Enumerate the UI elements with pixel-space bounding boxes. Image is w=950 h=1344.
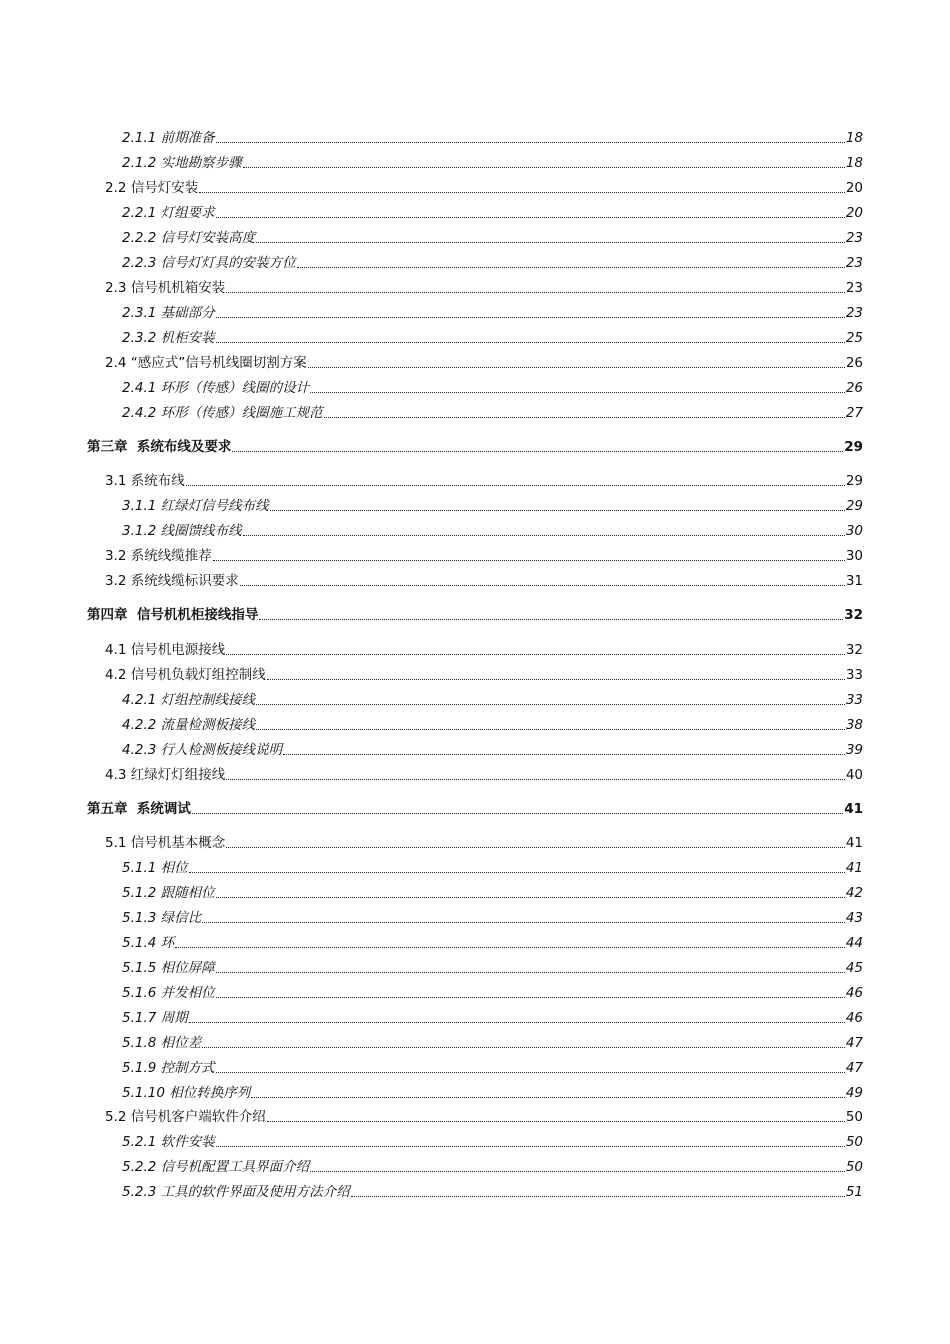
toc-page-number: 41 bbox=[845, 860, 863, 876]
toc-entry[interactable] bbox=[122, 1032, 863, 1052]
toc-entry-number: 3.2 bbox=[105, 548, 127, 564]
toc-page-number: 26 bbox=[845, 355, 863, 371]
toc-entry-text: 系统线缆推荐 bbox=[130, 548, 212, 564]
toc-page-number: 33 bbox=[845, 667, 863, 683]
toc-page-number: 47 bbox=[845, 1060, 863, 1076]
toc-entry-text: 系统调试 bbox=[136, 801, 191, 817]
toc-entry[interactable] bbox=[122, 520, 863, 540]
toc-entry-text: 信号机配置工具界面介绍 bbox=[160, 1159, 310, 1175]
toc-entry-title bbox=[122, 522, 242, 540]
toc-entry-number: 4.3 bbox=[105, 767, 127, 783]
dot-leader bbox=[199, 191, 845, 193]
toc-entry[interactable] bbox=[122, 1131, 863, 1151]
toc-entry-text: 信号灯安装高度 bbox=[160, 230, 256, 246]
toc-entry-title bbox=[105, 1108, 266, 1126]
toc-entry-number: 2.1.2 bbox=[122, 155, 157, 171]
toc-entry[interactable] bbox=[122, 1156, 863, 1176]
dot-leader bbox=[216, 1071, 845, 1073]
toc-entry-title bbox=[122, 1133, 215, 1151]
toc-entry-number: 2.3.2 bbox=[122, 330, 157, 346]
toc-entry-text: 并发相位 bbox=[160, 985, 215, 1001]
toc-page-number: 32 bbox=[845, 642, 863, 658]
dot-leader bbox=[186, 484, 845, 486]
toc-entry-text: 信号灯灯具的安装方位 bbox=[160, 255, 296, 271]
dot-leader bbox=[232, 450, 843, 452]
toc-entry-text: 流量检测板接线 bbox=[160, 717, 256, 733]
toc-page-number: 27 bbox=[845, 405, 863, 421]
toc-entry[interactable] bbox=[105, 470, 863, 490]
toc-entry[interactable] bbox=[105, 1106, 863, 1126]
toc-entry-text: 控制方式 bbox=[160, 1060, 215, 1076]
toc-entry[interactable] bbox=[105, 664, 863, 684]
toc-entry[interactable] bbox=[122, 982, 863, 1002]
toc-entry-number: 5.2.3 bbox=[122, 1184, 157, 1200]
toc-page-number: 50 bbox=[845, 1159, 863, 1175]
toc-entry-number: 5.1.5 bbox=[122, 960, 157, 976]
dot-leader bbox=[216, 316, 845, 318]
toc-entry[interactable] bbox=[105, 277, 863, 297]
toc-entry-title bbox=[122, 1009, 188, 1027]
dot-leader bbox=[226, 846, 845, 848]
toc-entry-text: 系统线缆标识要求 bbox=[130, 573, 239, 589]
toc-page-number: 41 bbox=[844, 801, 863, 817]
toc-entry-title bbox=[122, 379, 309, 397]
toc-entry-text: 环形（传感）线圈施工规范 bbox=[160, 405, 323, 421]
toc-entry-number: 3.2 bbox=[105, 573, 127, 589]
toc-entry-number: 5.1.7 bbox=[122, 1010, 157, 1026]
toc-entry-number: 5.1.10 bbox=[122, 1085, 165, 1101]
toc-page-number: 46 bbox=[845, 985, 863, 1001]
toc-entry-text: 灯组控制线接线 bbox=[160, 692, 256, 708]
toc-entry-text: 相位屏障 bbox=[160, 960, 215, 976]
toc-page-number: 30 bbox=[845, 523, 863, 539]
toc-entry-text: 信号机客户端软件介绍 bbox=[130, 1109, 266, 1125]
dot-leader bbox=[240, 584, 845, 586]
dot-leader bbox=[192, 812, 843, 814]
toc-entry-text: 绿信比 bbox=[160, 910, 202, 926]
toc-page-number: 45 bbox=[845, 960, 863, 976]
toc-entry[interactable] bbox=[122, 402, 863, 422]
toc-entry[interactable] bbox=[105, 177, 863, 197]
toc-entry-title bbox=[122, 154, 242, 172]
toc-page-number: 29 bbox=[845, 473, 863, 489]
toc-entry-number: 4.1 bbox=[105, 642, 127, 658]
toc-entry-text: 信号机机箱安装 bbox=[130, 280, 226, 296]
toc-entry-text: 工具的软件界面及使用方法介绍 bbox=[160, 1184, 350, 1200]
toc-entry-title bbox=[105, 179, 198, 197]
toc-entry-title bbox=[122, 254, 296, 272]
dot-leader bbox=[216, 1145, 845, 1147]
toc-page-number: 23 bbox=[845, 255, 863, 271]
toc-entry-number: 2.1.1 bbox=[122, 130, 157, 146]
toc-page-number: 18 bbox=[845, 155, 863, 171]
toc-page-number: 33 bbox=[845, 692, 863, 708]
toc-page-number: 42 bbox=[845, 885, 863, 901]
toc-entry[interactable] bbox=[105, 639, 863, 659]
toc-entry[interactable] bbox=[122, 227, 863, 247]
dot-leader bbox=[226, 291, 845, 293]
dot-leader bbox=[226, 778, 845, 780]
toc-entry-number: 2.3.1 bbox=[122, 305, 157, 321]
dot-leader bbox=[216, 141, 845, 143]
toc-entry-number: 3.1.1 bbox=[122, 498, 157, 514]
dot-leader bbox=[202, 921, 845, 923]
dot-leader bbox=[216, 971, 845, 973]
toc-entry[interactable] bbox=[122, 495, 863, 515]
dot-leader bbox=[297, 266, 845, 268]
toc-page-number: 20 bbox=[845, 205, 863, 221]
toc-entry-number: 5.1 bbox=[105, 835, 127, 851]
toc-entry-title bbox=[105, 354, 307, 372]
toc-page-number: 46 bbox=[845, 1010, 863, 1026]
toc-entry-title bbox=[105, 472, 185, 490]
toc-entry-title bbox=[122, 204, 215, 222]
toc-chapter-entry[interactable] bbox=[87, 798, 863, 818]
dot-leader bbox=[310, 391, 845, 393]
toc-page-number: 50 bbox=[845, 1134, 863, 1150]
toc-entry[interactable] bbox=[122, 127, 863, 147]
toc-entry-number: 5.1.3 bbox=[122, 910, 157, 926]
toc-page-number: 50 bbox=[845, 1109, 863, 1125]
dot-leader bbox=[226, 653, 845, 655]
toc-entry-number: 5.2.1 bbox=[122, 1134, 157, 1150]
toc-chapter-entry[interactable] bbox=[87, 604, 863, 624]
toc-page-number: 41 bbox=[845, 835, 863, 851]
toc-entry[interactable] bbox=[122, 202, 863, 222]
toc-entry[interactable] bbox=[105, 545, 863, 565]
toc-entry-title bbox=[122, 859, 188, 877]
dot-leader bbox=[243, 166, 845, 168]
toc-page-number: 39 bbox=[845, 742, 863, 758]
toc-entry-title bbox=[122, 229, 255, 247]
dot-leader bbox=[243, 534, 845, 536]
toc-entry[interactable] bbox=[105, 570, 863, 590]
toc-entry-text: 相位差 bbox=[160, 1035, 202, 1051]
toc-chapter-entry[interactable] bbox=[87, 436, 863, 456]
toc-entry-text: 信号机基本概念 bbox=[130, 835, 226, 851]
toc-entry[interactable] bbox=[122, 252, 863, 272]
toc-page-number: 23 bbox=[845, 230, 863, 246]
dot-leader bbox=[267, 678, 845, 680]
toc-entry-title bbox=[105, 766, 225, 784]
toc-entry-text: 机柜安装 bbox=[160, 330, 215, 346]
toc-page-number: 44 bbox=[845, 935, 863, 951]
toc-page-number: 40 bbox=[845, 767, 863, 783]
toc-entry-title bbox=[122, 129, 215, 147]
toc-entry-number: 3.1 bbox=[105, 473, 127, 489]
toc-page-number: 47 bbox=[845, 1035, 863, 1051]
toc-page-number: 25 bbox=[845, 330, 863, 346]
toc-entry-text: 信号灯安装 bbox=[130, 180, 199, 196]
toc-entry-number: 5.1.1 bbox=[122, 860, 157, 876]
toc-entry-number: 5.1.8 bbox=[122, 1035, 157, 1051]
toc-entry-title bbox=[105, 279, 225, 297]
toc-entry-text: 红绿灯信号线布线 bbox=[160, 498, 269, 514]
dot-leader bbox=[270, 509, 845, 511]
toc-entry-text: 实地勘察步骤 bbox=[160, 155, 242, 171]
toc-entry-number: 5.2.2 bbox=[122, 1159, 157, 1175]
toc-entry-text: 信号机机柜接线指导 bbox=[136, 607, 259, 623]
toc-entry-number: 4.2 bbox=[105, 667, 127, 683]
toc-entry[interactable] bbox=[122, 857, 863, 877]
dot-leader bbox=[324, 416, 845, 418]
dot-leader bbox=[267, 1120, 845, 1122]
toc-entry[interactable] bbox=[105, 764, 863, 784]
toc-entry-title bbox=[122, 497, 269, 515]
toc-entry-text: 周期 bbox=[160, 1010, 188, 1026]
toc-entry[interactable] bbox=[122, 302, 863, 322]
toc-entry[interactable] bbox=[105, 832, 863, 852]
dot-leader bbox=[213, 559, 845, 561]
dot-leader bbox=[216, 216, 845, 218]
toc-entry-number: 4.2.2 bbox=[122, 717, 157, 733]
toc-entry-title bbox=[122, 984, 215, 1002]
dot-leader bbox=[189, 871, 845, 873]
toc-entry-number: 5.1.6 bbox=[122, 985, 157, 1001]
toc-page-number: 26 bbox=[845, 380, 863, 396]
toc-entry[interactable] bbox=[122, 957, 863, 977]
toc-entry-title bbox=[87, 800, 191, 818]
toc-entry-text: 环形（传感）线圈的设计 bbox=[160, 380, 310, 396]
toc-entry-number: 5.2 bbox=[105, 1109, 127, 1125]
toc-entry[interactable] bbox=[122, 377, 863, 397]
toc-entry[interactable] bbox=[122, 739, 863, 759]
toc-entry[interactable] bbox=[105, 352, 863, 372]
toc-entry[interactable] bbox=[122, 714, 863, 734]
toc-entry-number: 5.1.4 bbox=[122, 935, 157, 951]
toc-entry-number: 2.2.2 bbox=[122, 230, 157, 246]
dot-leader bbox=[259, 618, 843, 620]
toc-entry-title bbox=[122, 884, 215, 902]
toc-entry-title bbox=[122, 304, 215, 322]
dot-leader bbox=[256, 703, 845, 705]
dot-leader bbox=[216, 896, 845, 898]
toc-page-number: 31 bbox=[845, 573, 863, 589]
toc-entry-text: 线圈馈线布线 bbox=[160, 523, 242, 539]
toc-entry[interactable] bbox=[122, 882, 863, 902]
dot-leader bbox=[308, 366, 845, 368]
toc-page-number: 23 bbox=[845, 305, 863, 321]
toc-entry-text: 信号机负载灯组控制线 bbox=[130, 667, 266, 683]
toc-entry-number: 5.1.2 bbox=[122, 885, 157, 901]
toc-page-number: 18 bbox=[845, 130, 863, 146]
toc-entry-number: 第五章 bbox=[87, 801, 128, 817]
toc-entry-title bbox=[105, 641, 225, 659]
toc-entry-title bbox=[105, 666, 266, 684]
toc-entry[interactable] bbox=[122, 907, 863, 927]
toc-entry-number: 2.4.2 bbox=[122, 405, 157, 421]
toc-entry-text: 红绿灯灯组接线 bbox=[130, 767, 226, 783]
toc-entry[interactable] bbox=[122, 932, 863, 952]
toc-entry-number: 2.4 bbox=[105, 355, 127, 371]
toc-entry-title bbox=[122, 1084, 250, 1102]
toc-entry-text: 灯组要求 bbox=[160, 205, 215, 221]
toc-entry-text: 行人检测板接线说明 bbox=[160, 742, 283, 758]
dot-leader bbox=[189, 1021, 845, 1023]
toc-entry-number: 第三章 bbox=[87, 439, 128, 455]
toc-entry-number: 4.2.3 bbox=[122, 742, 157, 758]
toc-entry-text: 系统布线 bbox=[130, 473, 185, 489]
dot-leader bbox=[251, 1096, 845, 1098]
toc-entry-text: 环 bbox=[160, 935, 175, 951]
toc-entry-text: 软件安装 bbox=[160, 1134, 215, 1150]
toc-entry-title bbox=[105, 572, 239, 590]
toc-entry-number: 第四章 bbox=[87, 607, 128, 623]
toc-page-number: 43 bbox=[845, 910, 863, 926]
toc-page-number: 51 bbox=[845, 1184, 863, 1200]
dot-leader bbox=[256, 241, 845, 243]
dot-leader bbox=[256, 728, 845, 730]
toc-entry-title bbox=[122, 1183, 350, 1201]
toc-entry-title bbox=[87, 606, 258, 624]
toc-entry-title bbox=[122, 329, 215, 347]
toc-page-number: 49 bbox=[845, 1085, 863, 1101]
toc-entry-title bbox=[122, 1059, 215, 1077]
dot-leader bbox=[351, 1195, 845, 1197]
toc-entry-title bbox=[105, 547, 212, 565]
toc-entry-title bbox=[122, 404, 323, 422]
toc-entry-title bbox=[122, 934, 174, 952]
toc-entry-text: 前期准备 bbox=[160, 130, 215, 146]
toc-page-number: 23 bbox=[845, 280, 863, 296]
toc-entry-number: 5.1.9 bbox=[122, 1060, 157, 1076]
toc-entry[interactable] bbox=[122, 689, 863, 709]
toc-entry[interactable] bbox=[122, 152, 863, 172]
toc-entry-text: 相位 bbox=[160, 860, 188, 876]
toc-entry-title bbox=[122, 716, 255, 734]
toc-entry-title bbox=[122, 1158, 309, 1176]
toc-page-number: 29 bbox=[845, 498, 863, 514]
toc-entry-title bbox=[122, 909, 201, 927]
toc-entry-number: 2.3 bbox=[105, 280, 127, 296]
toc-page-number: 38 bbox=[845, 717, 863, 733]
toc-entry[interactable] bbox=[122, 1082, 863, 1102]
toc-page-number: 30 bbox=[845, 548, 863, 564]
dot-leader bbox=[283, 753, 845, 755]
toc-entry-title bbox=[122, 959, 215, 977]
toc-entry-text: 相位转换序列 bbox=[169, 1085, 251, 1101]
toc-entry-number: 2.2.3 bbox=[122, 255, 157, 271]
toc-entry-title bbox=[87, 438, 231, 456]
toc-page-number: 20 bbox=[845, 180, 863, 196]
toc-entry-text: 跟随相位 bbox=[160, 885, 215, 901]
toc-entry-number: 3.1.2 bbox=[122, 523, 157, 539]
dot-leader bbox=[310, 1170, 845, 1172]
toc-entry-title bbox=[122, 691, 255, 709]
toc-page-number: 32 bbox=[844, 607, 863, 623]
dot-leader bbox=[216, 996, 845, 998]
toc-entry[interactable] bbox=[122, 327, 863, 347]
toc-entry-text: “感应式”信号机线圈切割方案 bbox=[130, 355, 307, 371]
toc-entry-text: 系统布线及要求 bbox=[136, 439, 232, 455]
toc-entry-text: 信号机电源接线 bbox=[130, 642, 226, 658]
dot-leader bbox=[202, 1046, 845, 1048]
toc-entry-text: 基础部分 bbox=[160, 305, 215, 321]
dot-leader bbox=[175, 946, 845, 948]
toc-entry[interactable] bbox=[122, 1057, 863, 1077]
toc-entry-number: 2.4.1 bbox=[122, 380, 157, 396]
toc-entry-number: 2.2 bbox=[105, 180, 127, 196]
toc-page-number: 29 bbox=[844, 439, 863, 455]
toc-entry-title bbox=[122, 741, 282, 759]
toc-entry[interactable] bbox=[122, 1007, 863, 1027]
toc-entry-title bbox=[122, 1034, 201, 1052]
dot-leader bbox=[216, 341, 845, 343]
toc-entry-number: 4.2.1 bbox=[122, 692, 157, 708]
toc-entry[interactable] bbox=[122, 1181, 863, 1201]
toc-entry-title bbox=[105, 834, 225, 852]
toc-entry-number: 2.2.1 bbox=[122, 205, 157, 221]
